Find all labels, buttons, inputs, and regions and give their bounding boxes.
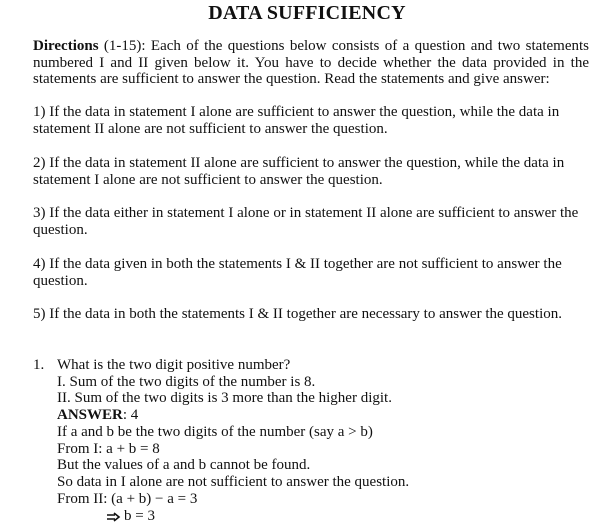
answer-value: : 4 <box>122 407 139 423</box>
option-3: 3) If the data either in statement I alone or in statement II alone are sufficient to answer the question. <box>33 205 579 238</box>
explanation-line-1: If a and b be the two digits of the number (say a > b) <box>57 424 373 440</box>
option-1: 1) If the data in statement I alone are sufficient to answer the question, while the data in statement II alone are not sufficient to answer the question. <box>33 104 560 137</box>
explanation-line-6 <box>106 508 155 525</box>
question-number: 1. <box>33 357 45 373</box>
page-title: DATA SUFFICIENCY <box>208 2 406 24</box>
option-4: 4) If the data given in both the statements I & II together are not sufficient to answer the question. <box>33 256 562 289</box>
explanation-line-2: From I: a + b = 8 <box>57 441 160 457</box>
answer-label: ANSWER <box>57 407 123 423</box>
answer-line <box>57 407 138 424</box>
implies-arrow-icon <box>106 512 121 522</box>
directions-text: (1-15): Each of the questions below consists of a question and two statements numbered I and II given below it. You have to decide whether the data provided in the statements are sufficient to answer the question. Read the statements and give answer: <box>33 38 589 87</box>
explanation-result: b = 3 <box>124 508 155 524</box>
question-text: What is the two digit positive number? <box>57 357 291 373</box>
option-2: 2) If the data in statement II alone are sufficient to answer the question, while the data in statement I alone are not sufficient to answer the question. <box>33 155 565 188</box>
option-5: 5) If the data in both the statements I & II together are necessary to answer the question. <box>33 306 562 322</box>
explanation-line-4: So data in I alone are not sufficient to answer the question. <box>57 474 410 490</box>
explanation-line-3: But the values of a and b cannot be found. <box>57 457 311 473</box>
explanation-line-5: From II: (a + b) − a = 3 <box>57 491 198 507</box>
directions-paragraph <box>33 38 589 88</box>
statement-one: I. Sum of the two digits of the number is 8. <box>57 374 316 390</box>
statement-two: II. Sum of the two digits is 3 more than the higher digit. <box>57 390 392 406</box>
directions-label: Directions <box>33 38 99 54</box>
